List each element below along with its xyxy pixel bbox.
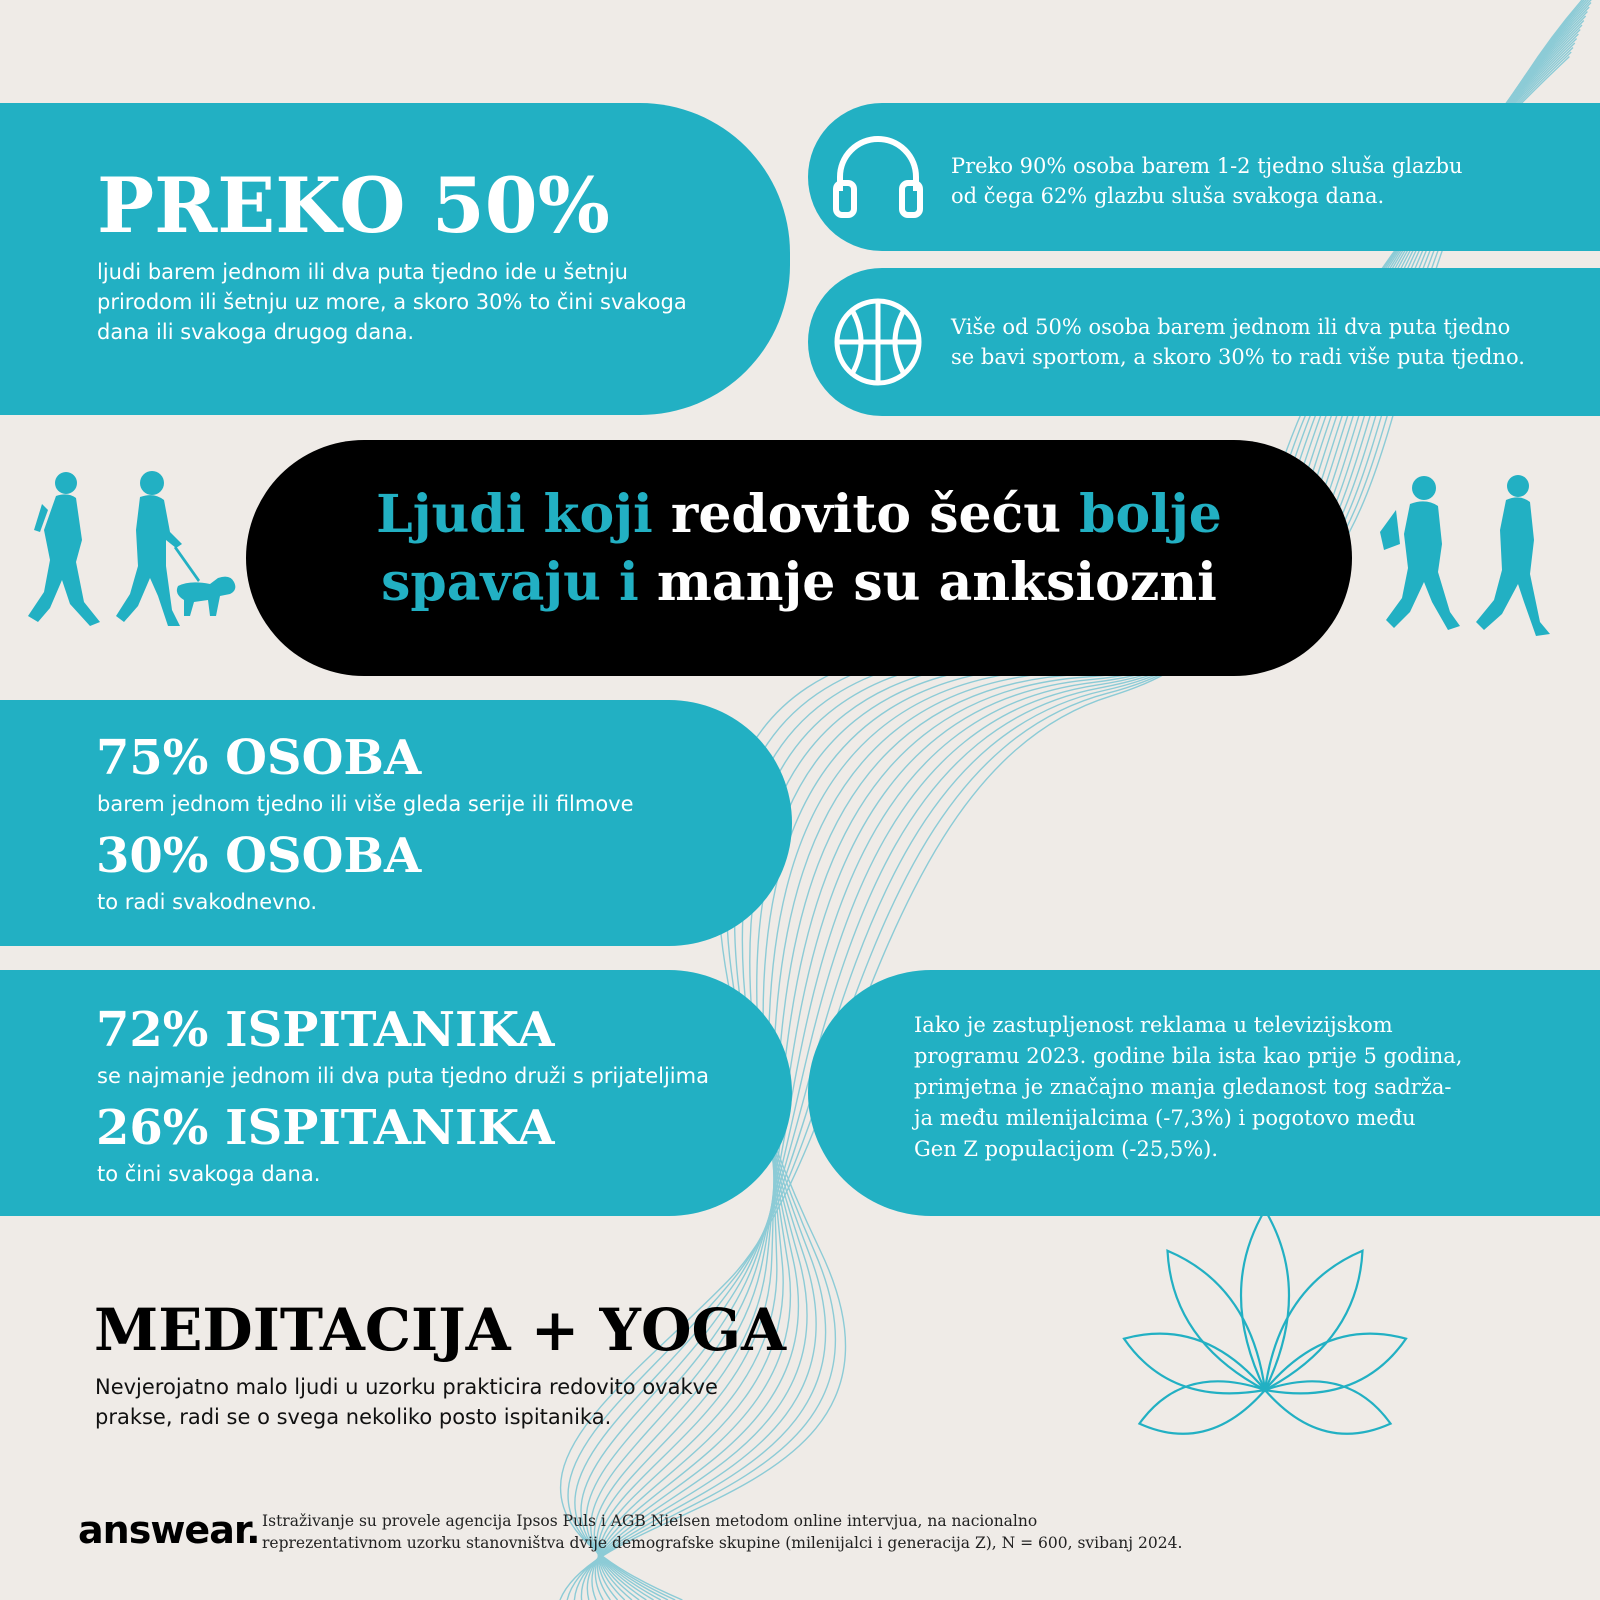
tv-headline-2: 30% OSOBA xyxy=(96,828,422,884)
tv-text-1: barem jednom tjedno ili više gleda serije ili filmove xyxy=(97,792,634,816)
tv-stat-card xyxy=(0,700,792,946)
lotus-petal xyxy=(1167,1251,1265,1390)
ads-text-line: Gen Z populacijom (-25,5%). xyxy=(914,1137,1219,1161)
answear-logo: answear. xyxy=(78,1508,260,1552)
ads-text-line: primjetna je značajno manja gledanost tog sadrža- xyxy=(914,1075,1452,1099)
tv-text-2: to radi svakodnevno. xyxy=(97,890,318,914)
friends-stat-card xyxy=(0,970,792,1216)
headphones-icon xyxy=(830,131,926,221)
walking-people-dog-illustration xyxy=(20,470,250,630)
meditation-headline: MEDITACIJA + YOGA xyxy=(94,1296,787,1364)
banner-teal-text: spavaju i xyxy=(381,552,639,613)
lotus-petal xyxy=(1241,1210,1289,1390)
ads-text-line: Iako je zastupljenost reklama u televizijskom xyxy=(914,1013,1393,1037)
music-stat-card xyxy=(808,103,1600,251)
ads-text-line: ja među milenijalcima (-7,3%) i pogotovo među xyxy=(914,1106,1416,1130)
music-text-line2: od čega 62% glazbu sluša svakoga dana. xyxy=(951,184,1385,208)
meditation-text-line1: Nevjerojatno malo ljudi u uzorku prakticira redovito ovakve xyxy=(95,1375,718,1399)
meditation-text-line2: prakse, radi se o svega nekoliko posto ispitanika. xyxy=(95,1405,612,1429)
footer-note-line1: Istraživanje su provele agencija Ipsos Puls i AGB Nielsen metodom online intervjua, na nacionalno xyxy=(262,1512,1038,1530)
basketball-icon xyxy=(832,296,924,388)
lotus-flower-icon xyxy=(1030,1200,1500,1500)
lotus-petal xyxy=(1265,1251,1363,1390)
friends-headline-2: 26% ISPITANIKA xyxy=(96,1100,555,1156)
banner-line2 xyxy=(246,550,1352,616)
walking-text: ljudi barem jednom ili dva puta tjedno ide u šetnju prirodom ili šetnju uz more, a skoro 30% to čini svakoga dana ili svakoga drugog dana. xyxy=(97,260,687,344)
music-text-line1: Preko 90% osoba barem 1-2 tjedno sluša glazbu xyxy=(951,154,1463,178)
sport-text-line1: Više od 50% osoba barem jednom ili dva puta tjedno xyxy=(951,315,1511,339)
ads-text xyxy=(914,1010,1584,1165)
walking-headline: PREKO 50% xyxy=(97,161,610,250)
banner-teal-text: Ljudi koji xyxy=(376,484,653,545)
friends-text-2: to čini svakoga dana. xyxy=(97,1162,321,1186)
tv-headline-1: 75% OSOBA xyxy=(96,730,422,786)
ads-stat-card xyxy=(808,970,1600,1216)
walking-people-illustration xyxy=(1380,474,1580,644)
friends-text-1: se najmanje jednom ili dva puta tjedno druži s prijateljima xyxy=(97,1064,709,1088)
lotus-petal xyxy=(1139,1381,1265,1433)
ads-text-line: programu 2023. godine bila ista kao prije 5 godina, xyxy=(914,1044,1463,1068)
sport-stat-card xyxy=(808,268,1600,416)
banner-line1 xyxy=(246,482,1352,548)
banner-teal-text: bolje xyxy=(1079,484,1222,545)
footer-note-line2: reprezentativnom uzorku stanovništva dvije demografske skupine (milenijalci i generacija Z), N = 600, svibanj 2024. xyxy=(262,1534,1183,1552)
banner-white-text: redovito šeću xyxy=(652,484,1080,545)
walking-stat-card xyxy=(0,103,790,415)
lotus-petal xyxy=(1265,1381,1391,1433)
main-banner xyxy=(246,440,1352,676)
friends-headline-1: 72% ISPITANIKA xyxy=(96,1002,555,1058)
sport-text-line2: se bavi sportom, a skoro 30% to radi više puta tjedno. xyxy=(951,345,1525,369)
banner-white-text: manje su anksiozni xyxy=(638,552,1217,613)
